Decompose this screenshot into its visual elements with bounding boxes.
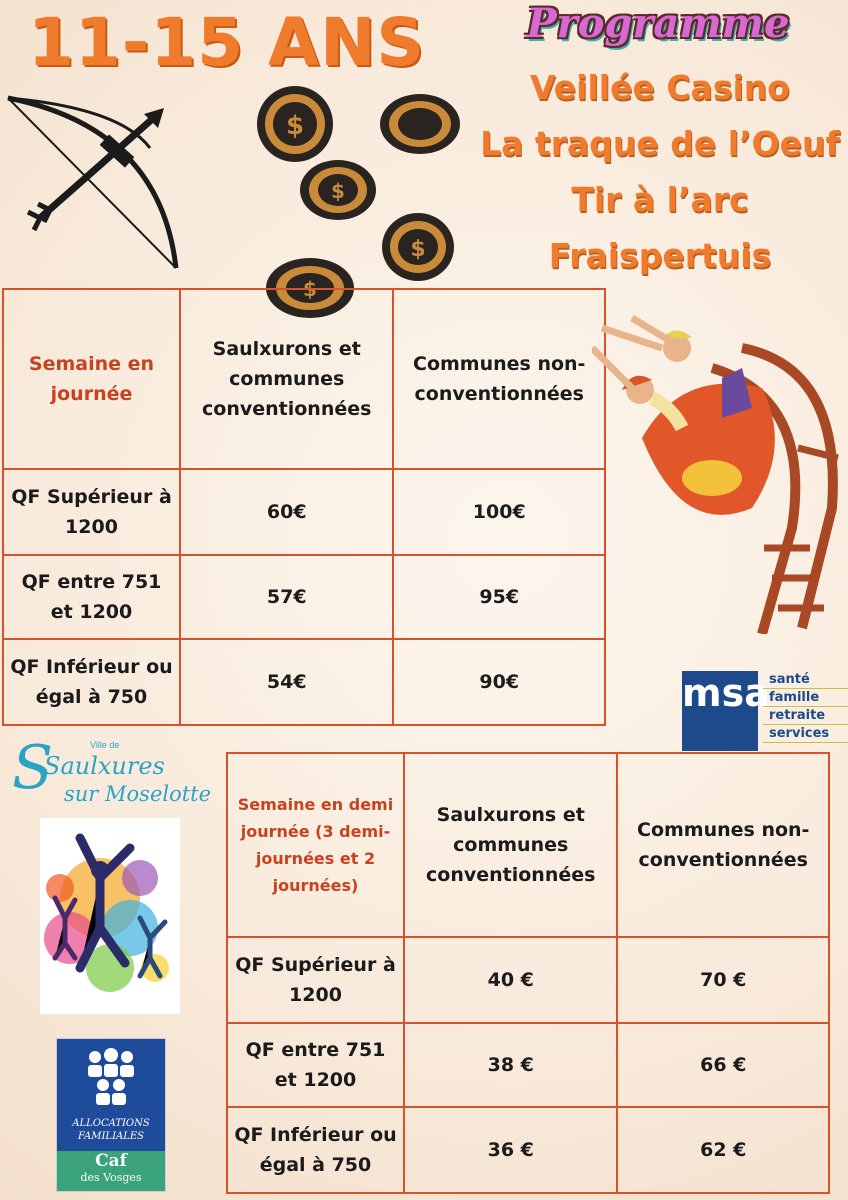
price-cell: 70 € (617, 937, 829, 1023)
caf-logo (56, 1038, 166, 1192)
msa-line-services: services (763, 725, 848, 743)
bow-arrow-icon (0, 88, 190, 278)
caf-logo-green (57, 1151, 165, 1191)
age-range-title: 11-15 ANS (28, 4, 425, 81)
price-cell: 54€ (180, 639, 393, 725)
roller-coaster-icon (592, 308, 848, 634)
table-row (227, 1107, 829, 1193)
header-cell-week-half-day: Semaine en demi journée (3 demi-journées et 2 journées) (227, 753, 404, 937)
table-row (3, 639, 605, 725)
program-item-casino: Veillée Casino (530, 68, 790, 107)
program-item-egg-hunt: La traque de l’Oeuf (480, 124, 840, 163)
caf-line-familiales: FAMILIALES (77, 1131, 145, 1142)
table-full-day (2, 288, 606, 726)
msa-line-famille: famille (763, 689, 848, 707)
price-cell: 40 € (404, 937, 617, 1023)
table-header-row (3, 289, 605, 469)
ville-initial: S (12, 733, 54, 803)
programme-title: Programme (526, 0, 790, 47)
qf-cell: QF Supérieur à 1200 (3, 469, 180, 555)
caf-line-allocations: ALLOCATIONS (72, 1118, 150, 1129)
price-cell: 90€ (393, 639, 605, 725)
ville-saulxures-logo (8, 734, 223, 822)
table-header-row (227, 753, 829, 937)
caf-name: Caf (95, 1151, 127, 1171)
header-cell-week-day: Semaine en journée (3, 289, 180, 469)
msa-logo (682, 671, 770, 751)
price-cell: 95€ (393, 555, 605, 639)
program-item-archery: Tir à l’arc (571, 180, 749, 219)
header-cell-conventionnees: Saulxurons et communes conventionnées (404, 753, 617, 937)
qf-cell: QF Inférieur ou égal à 750 (3, 639, 180, 725)
ville-name-line2: sur Moselotte (64, 782, 212, 806)
msa-logo-letters: msa (682, 671, 770, 715)
svg-text:$: $ (303, 277, 317, 301)
price-cell: 36 € (404, 1107, 617, 1193)
msa-line-retraite: retraite (763, 707, 848, 725)
table-half-day (226, 752, 830, 1194)
table-row (227, 937, 829, 1023)
price-cell: 62 € (617, 1107, 829, 1193)
svg-text:$: $ (331, 179, 345, 203)
qf-cell: QF Inférieur ou égal à 750 (227, 1107, 404, 1193)
price-cell: 60€ (180, 469, 393, 555)
price-cell: 66 € (617, 1023, 829, 1107)
table-row (3, 469, 605, 555)
msa-tagline (763, 671, 848, 743)
header-cell-non-conventionnees: Communes non-conventionnées (393, 289, 605, 469)
price-cell: 100€ (393, 469, 605, 555)
price-cell: 57€ (180, 555, 393, 639)
ville-small-label: Ville de (90, 740, 120, 750)
price-cell: 38 € (404, 1023, 617, 1107)
caf-family-icon (79, 1047, 143, 1111)
qf-cell: QF entre 751 et 1200 (3, 555, 180, 639)
svg-text:$: $ (410, 237, 426, 262)
header-cell-non-conventionnees: Communes non-conventionnées (617, 753, 829, 937)
table-row (3, 555, 605, 639)
caf-logo-blue (57, 1039, 165, 1151)
caf-region: des Vosges (80, 1171, 142, 1184)
table-row (227, 1023, 829, 1107)
kids-jumping-illustration (40, 818, 180, 1014)
header-cell-conventionnees: Saulxurons et communes conventionnées (180, 289, 393, 469)
qf-cell: QF entre 751 et 1200 (227, 1023, 404, 1107)
svg-text:$: $ (285, 111, 305, 141)
ville-name-line1: Saulxures (44, 752, 165, 780)
program-item-fraispertuis: Fraispertuis (548, 236, 772, 275)
qf-cell: QF Supérieur à 1200 (227, 937, 404, 1023)
casino-chips-icon (250, 82, 490, 322)
msa-line-sante: santé (763, 671, 848, 689)
